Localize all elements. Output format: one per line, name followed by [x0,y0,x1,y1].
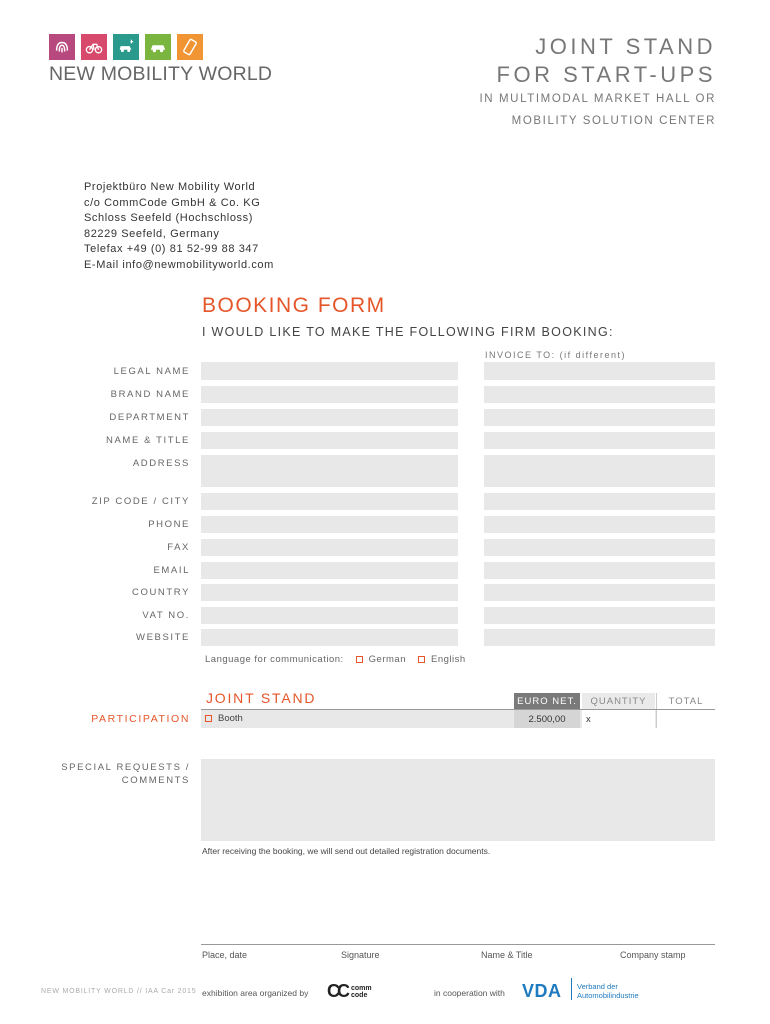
invoice-vat-input[interactable] [484,607,715,624]
special-requests-label-line: SPECIAL REQUESTS / [61,762,190,773]
office-address [84,180,274,273]
car-icon [145,34,171,60]
invoice-name-title-input[interactable] [484,432,715,449]
address-input[interactable] [201,455,458,487]
brand-logo [49,34,272,86]
signature-line [201,944,715,945]
page-title-line2: FOR START-UPS [496,62,716,87]
footer-cooperation: in cooperation with [434,988,505,998]
language-english-label: English [431,654,466,665]
page-subtitle-line1: IN MULTIMODAL MARKET HALL OR [479,93,716,105]
signature-label: Signature [341,950,380,960]
bicycle-icon [81,34,107,60]
vat-label: VAT NO. [142,610,190,621]
phone-input[interactable] [201,516,458,533]
name-title-sign-label: Name & Title [481,950,533,960]
address-line: 82229 Seefeld, Germany [84,227,220,240]
booth-price: 2.500,00 [514,710,580,728]
company-stamp-label: Company stamp [620,950,686,960]
brand-name: NEW MOBILITY WORLD [49,63,273,85]
website-input[interactable] [201,629,458,646]
commcode-word: code [351,991,368,999]
booth-label: Booth [218,713,243,724]
footer-organized-by: exhibition area organized by [202,988,309,998]
country-input[interactable] [201,584,458,601]
phone-icon [177,34,203,60]
quantity-prefix: x [586,713,591,725]
special-requests-label [61,761,190,787]
address-line: Schloss Seefeld (Hochschloss) [84,212,254,224]
language-label: Language for communication: [205,654,344,665]
joint-stand-title: JOINT STAND [206,690,317,706]
invoice-country-input[interactable] [484,584,715,601]
address-line: Projektbüro New Mobility World [84,181,256,193]
name-title-input[interactable] [201,432,458,449]
address-label: ADDRESS [132,458,190,469]
invoice-to-label: INVOICE TO: (if different) [485,350,627,360]
email-input[interactable] [201,562,458,579]
email-label: EMAIL [153,565,190,576]
fingerprint-icon [49,34,75,60]
page-title-line1: JOINT STAND [535,34,716,59]
address-line: c/o CommCode GmbH & Co. KG [84,196,261,209]
vda-name [577,982,639,1000]
address-email[interactable]: E-Mail info@newmobilityworld.com [84,258,274,271]
vat-input[interactable] [201,607,458,624]
place-date-label: Place, date [202,950,248,960]
brand-name-input[interactable] [201,386,458,403]
vda-name-line: Automobilindustrie [577,991,639,1000]
car-plug-icon [113,34,139,60]
booth-option[interactable] [205,713,243,724]
fax-label: FAX [167,542,190,553]
total-value [656,710,715,728]
footer-event: NEW MOBILITY WORLD // IAA Car 2015 [41,988,197,995]
invoice-phone-input[interactable] [484,516,715,533]
name-title-label: NAME & TITLE [106,435,190,446]
vda-divider [571,978,572,1000]
language-english-option[interactable] [418,654,466,665]
commcode-words [351,985,372,999]
website-label: WEBSITE [136,632,190,643]
invoice-legal-name-input[interactable] [484,362,715,380]
language-german-option[interactable] [356,654,406,665]
brand-name-label: BRAND NAME [110,389,190,400]
total-header: TOTAL [656,693,715,709]
special-requests-label-line: COMMENTS [121,775,190,786]
language-selector [205,654,466,665]
zip-city-input[interactable] [201,493,458,510]
euro-net-header: EURO NET. [514,693,580,709]
quantity-input[interactable] [582,710,655,728]
phone-label: PHONE [148,519,190,530]
zip-city-label: ZIP CODE / CITY [91,496,190,507]
form-subtitle: I WOULD LIKE TO MAKE THE FOLLOWING FIRM BOOKING: [202,325,614,339]
invoice-brand-name-input[interactable] [484,386,715,403]
invoice-fax-input[interactable] [484,539,715,556]
logo-icons [49,34,272,60]
vda-logo: VDA [522,981,562,1001]
participation-label: PARTICIPATION [91,713,190,725]
checkbox-icon[interactable] [205,715,212,722]
legal-name-label: LEGAL NAME [113,366,190,377]
fax-input[interactable] [201,539,458,556]
department-input[interactable] [201,409,458,426]
page-subtitle-line2: MOBILITY SOLUTION CENTER [511,115,716,127]
checkbox-icon[interactable] [356,656,363,663]
registration-note: After receiving the booking, we will send out detailed registration documents. [202,846,491,856]
checkbox-icon[interactable] [418,656,425,663]
quantity-header: QUANTITY [582,693,655,709]
department-label: DEPARTMENT [109,412,190,423]
country-label: COUNTRY [132,587,190,598]
invoice-email-input[interactable] [484,562,715,579]
invoice-department-input[interactable] [484,409,715,426]
form-title: BOOKING FORM [202,294,386,317]
address-fax: Telefax +49 (0) 81 52-99 88 347 [84,243,259,255]
invoice-website-input[interactable] [484,629,715,646]
special-requests-input[interactable] [201,759,715,841]
language-german-label: German [368,654,406,665]
legal-name-input[interactable] [201,362,458,380]
commcode-logo [327,981,372,1002]
commcode-mark: CC [327,981,347,1001]
invoice-zip-city-input[interactable] [484,493,715,510]
vda-name-line: Verband der [577,982,618,991]
invoice-address-input[interactable] [484,455,715,487]
commcode-word: comm [351,984,372,992]
